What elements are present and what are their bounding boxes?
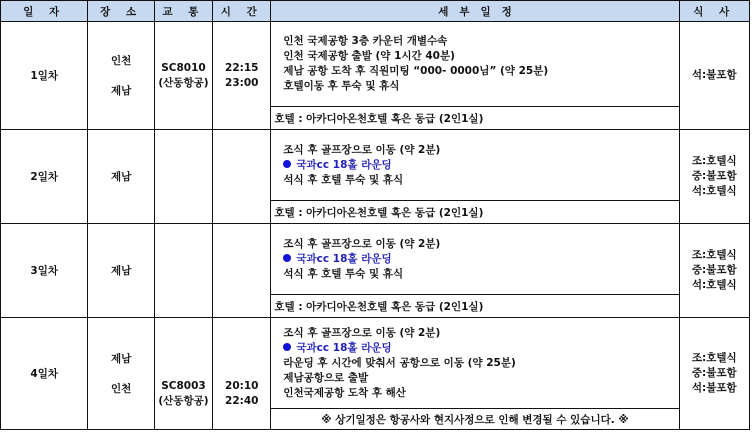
departure-time: 22:15 bbox=[225, 61, 259, 74]
place-origin: 인천 bbox=[110, 54, 132, 67]
flight-number: SC8003 bbox=[161, 379, 206, 392]
meal-breakfast: 조:호텔식 bbox=[691, 249, 737, 261]
header-day: 일 자 bbox=[1, 1, 88, 22]
meal-dinner: 석:호텔식 bbox=[691, 279, 737, 291]
time-cell bbox=[213, 224, 271, 318]
airline: (산동항공) bbox=[158, 394, 209, 407]
detail-line: 조식 후 골프장으로 이동 (약 2분) bbox=[283, 143, 441, 156]
day-cell: 3일차 bbox=[1, 224, 88, 318]
flight-number: SC8010 bbox=[161, 61, 206, 74]
day-cell: 2일차 bbox=[1, 130, 88, 224]
detail-cell bbox=[271, 318, 679, 409]
table-row-day4 bbox=[1, 318, 750, 409]
departure-time: 20:10 bbox=[225, 379, 259, 392]
bullet-icon bbox=[283, 254, 291, 262]
meal-dinner: 석:호텔식 bbox=[691, 185, 737, 197]
detail-line: 제남 공항 도착 후 직원미팅 “000- 0000님” (약 25분) bbox=[283, 65, 549, 77]
meal-cell bbox=[679, 224, 749, 318]
detail-line: 인천국제공항 도착 후 해산 bbox=[283, 386, 406, 399]
header-meal: 식 사 bbox=[679, 1, 749, 22]
meal-lunch: 중:불포함 bbox=[691, 367, 737, 379]
golf-round-line bbox=[283, 158, 678, 173]
detail-line: 조식 후 골프장으로 이동 (약 2분) bbox=[283, 326, 441, 339]
meal-dinner: 석:불포함 bbox=[691, 382, 737, 394]
golf-round-text: 국과cc 18홀 라운딩 bbox=[296, 252, 392, 265]
meal-breakfast: 조:호텔식 bbox=[691, 155, 737, 167]
detail-line: 조식 후 골프장으로 이동 (약 2분) bbox=[283, 237, 441, 250]
place-cell bbox=[88, 318, 154, 430]
bullet-icon bbox=[283, 343, 291, 351]
detail-line: 인천 국제공항 출발 (약 1시간 40분) bbox=[283, 50, 455, 62]
detail-line: 인천 국제공항 3층 카운터 개별수속 bbox=[283, 35, 448, 47]
detail-line: 석식 후 호텔 투숙 및 휴식 bbox=[283, 173, 404, 186]
header-place: 장 소 bbox=[88, 1, 154, 22]
meal-breakfast: 조:호텔식 bbox=[691, 352, 737, 364]
header-time: 시 간 bbox=[213, 1, 271, 22]
airline: (산동항공) bbox=[158, 76, 209, 89]
day-cell: 1일차 bbox=[1, 22, 88, 130]
detail-line: 제남공항으로 출발 bbox=[283, 371, 369, 384]
header-row bbox=[1, 1, 750, 22]
place-cell bbox=[88, 22, 154, 130]
transport-cell bbox=[154, 224, 212, 318]
meal-cell bbox=[679, 318, 749, 430]
hotel-info: 호텔 : 아카디아온천호텔 혹은 동급 (2인1실) bbox=[271, 107, 679, 130]
meal-lunch: 중:불포함 bbox=[691, 264, 737, 276]
place-destination: 제남 bbox=[110, 84, 132, 97]
meal-dinner: 석:불포함 bbox=[691, 69, 737, 81]
meal-cell bbox=[679, 22, 749, 130]
transport-cell bbox=[154, 318, 212, 430]
table-row-day3 bbox=[1, 224, 750, 295]
header-transport: 교 통 bbox=[154, 1, 212, 22]
arrival-time: 23:00 bbox=[225, 76, 259, 89]
place-cell: 제남 bbox=[88, 130, 154, 224]
golf-round-text: 국과cc 18홀 라운딩 bbox=[296, 341, 392, 354]
place-destination: 인천 bbox=[110, 382, 132, 395]
meal-cell bbox=[679, 130, 749, 224]
header-detail: 세 부 일 정 bbox=[271, 1, 679, 22]
detail-line: 호텔이동 후 투숙 및 휴식 bbox=[283, 80, 400, 92]
golf-round-text: 국과cc 18홀 라운딩 bbox=[296, 158, 392, 171]
time-cell bbox=[213, 130, 271, 224]
arrival-time: 22:40 bbox=[225, 394, 259, 407]
bullet-icon bbox=[283, 160, 291, 168]
time-cell bbox=[213, 318, 271, 430]
hotel-info: 호텔 : 아카디아온천호텔 혹은 동급 (2인1실) bbox=[271, 295, 679, 318]
place-origin: 제남 bbox=[110, 352, 132, 365]
detail-line: 석식 후 호텔 투숙 및 휴식 bbox=[283, 267, 404, 280]
detail-cell bbox=[271, 130, 679, 201]
transport-cell bbox=[154, 22, 212, 130]
hotel-info: 호텔 : 아카디아온천호텔 혹은 동급 (2인1실) bbox=[271, 201, 679, 224]
transport-cell bbox=[154, 130, 212, 224]
detail-line: 라운딩 후 시간에 맞춰서 공항으로 이동 (약 25분) bbox=[283, 356, 516, 369]
golf-round-line bbox=[283, 252, 678, 267]
meal-lunch: 중:불포함 bbox=[691, 170, 737, 182]
schedule-change-note: ※ 상기일정은 항공사와 현지사정으로 인해 변경될 수 있습니다. ※ bbox=[271, 409, 679, 430]
time-cell bbox=[213, 22, 271, 130]
detail-cell bbox=[271, 22, 679, 107]
detail-cell bbox=[271, 224, 679, 295]
place-cell: 제남 bbox=[88, 224, 154, 318]
golf-round-line bbox=[283, 341, 678, 356]
table-row-day1 bbox=[1, 22, 750, 107]
table-row-day2 bbox=[1, 130, 750, 201]
day-cell: 4일차 bbox=[1, 318, 88, 430]
